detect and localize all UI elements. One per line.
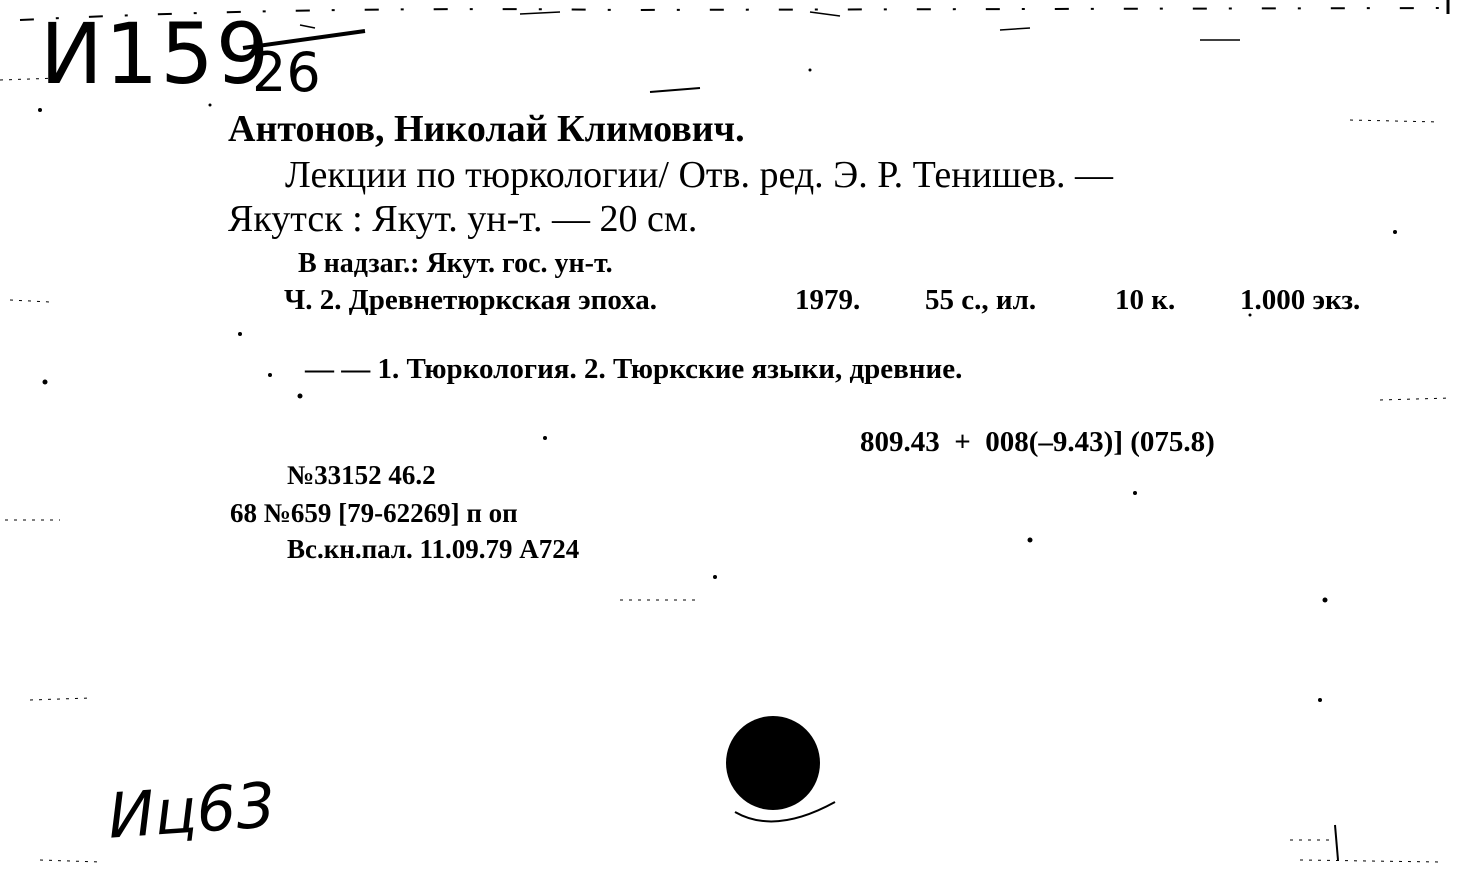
part-price: 10 к. xyxy=(1115,284,1176,316)
call-number-sub: 26 xyxy=(252,41,321,104)
reference-line-3: Вс.кн.пал. 11.09.79 А724 xyxy=(287,534,580,564)
title-line-2: Якутск : Якут. ун-т. — 20 см. xyxy=(228,198,698,240)
punch-hole xyxy=(726,716,820,810)
subject-headings: — — 1. Тюркология. 2. Тюркские языки, древние. xyxy=(305,353,963,385)
part-title: Ч. 2. Древнетюркская эпоха. xyxy=(284,284,657,316)
reference-line-2: 68 №659 [79-62269] п оп xyxy=(230,498,518,528)
author-heading: Антонов, Николай Климович. xyxy=(228,108,745,150)
classification-index: 809.43 + 008(–9.43)] (075.8) xyxy=(860,426,1215,458)
handwritten-note: Иц63 xyxy=(105,768,278,853)
part-pages: 55 с., ил. xyxy=(925,284,1037,316)
part-year: 1979. xyxy=(795,284,861,316)
title-line-1: Лекции по тюркологии/ Отв. ред. Э. Р. Тенишев. — xyxy=(285,154,1114,196)
heading-note: В надзаг.: Якут. гос. ун-т. xyxy=(298,248,613,279)
reference-line-1: №33152 46.2 xyxy=(287,460,436,490)
call-number-main: И159 xyxy=(40,5,272,103)
part-copies: 1.000 экз. xyxy=(1240,284,1361,316)
